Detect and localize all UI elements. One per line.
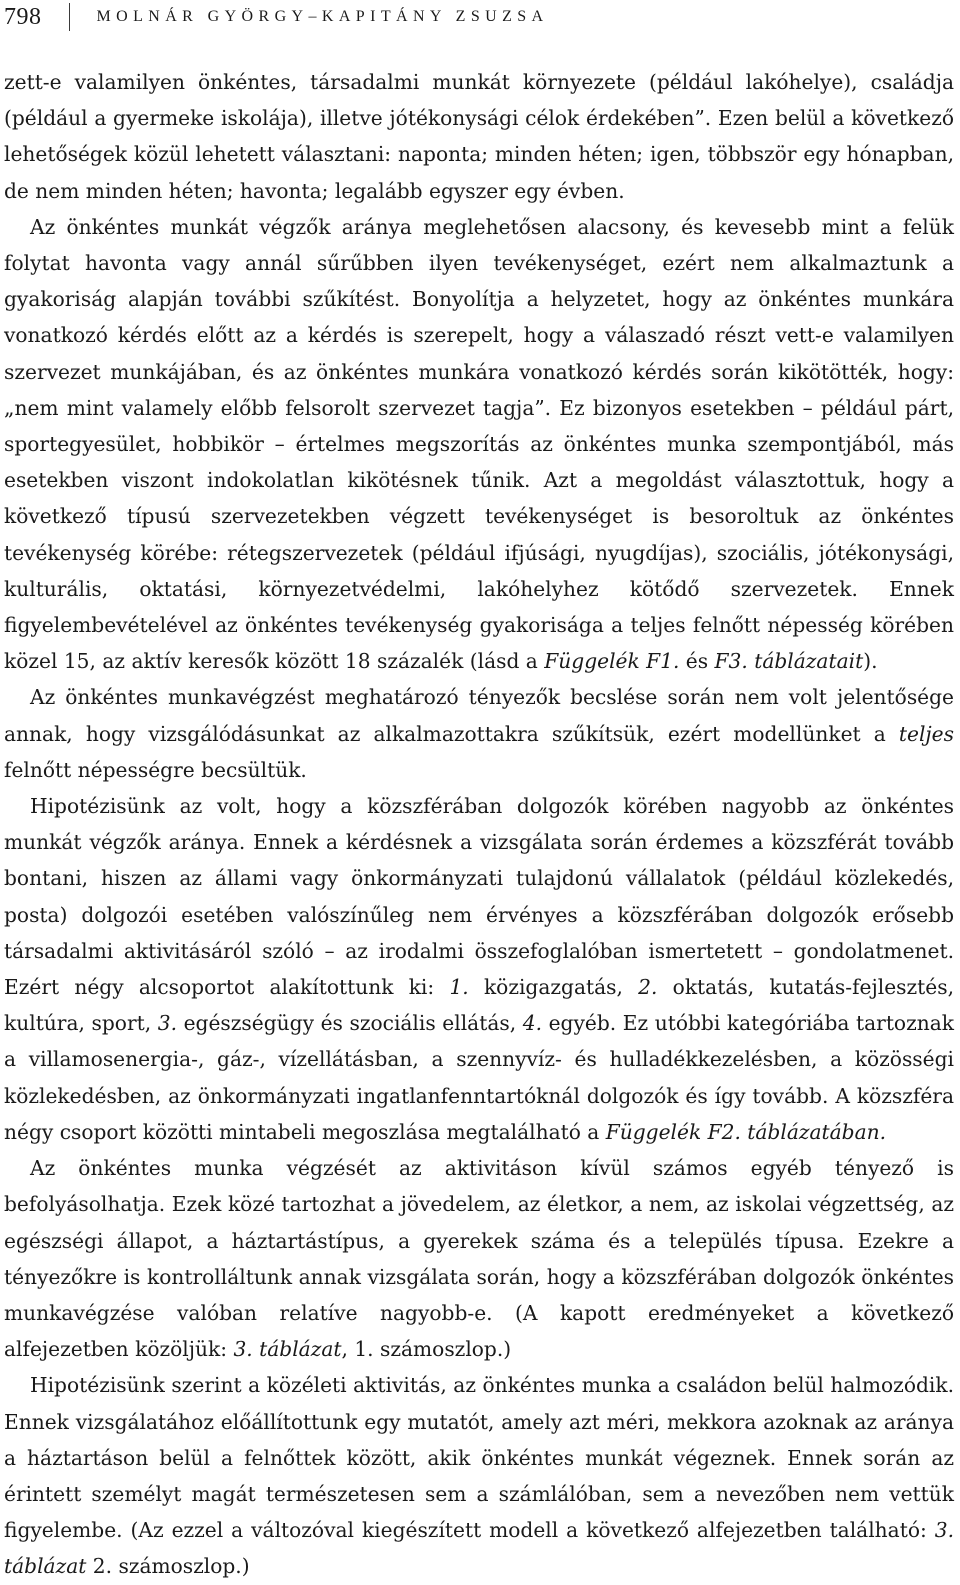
page-number: 798	[4, 3, 42, 30]
page-header	[4, 2, 549, 32]
text-run: és	[679, 649, 715, 674]
paragraph-volunteer-rate	[4, 209, 954, 680]
paragraph-family-hypothesis	[4, 1367, 954, 1584]
paragraph-control-factors	[4, 1150, 954, 1367]
text-run: , 1. számoszlop.)	[341, 1337, 512, 1362]
paragraph-public-sector-hypothesis	[4, 788, 954, 1150]
appendix-reference: Függelék F1.	[544, 649, 680, 674]
paragraph-continuation	[4, 64, 954, 209]
text-run: Az önkéntes munkát végzők aránya meglehetősen alacsony, és kevesebb mint a felük folytat havonta vagy annál sűrűbben ilyen tevékenységet, ezért nem alkalmaztunk a gyakoriság alapján további szűkítést. Bonyolítja a helyzetet, hogy az önkéntes munkára vonatkozó kérdés előtt az a kérdés is szerepelt, hogy a válaszadó részt vett-e valamilyen szervezet munkájában, és az önkéntes munkára vonatkozó kérdés során kikötötték, hogy: „nem mint valamely előbb felsorolt szervezet tagja”. Ez bizonyos esetekben – például párt, sportegyesület, hobbikör – értelmes megszorítás az önkéntes munka szempontjából, más esetekben viszont indokolatlan kikötésnek tűnik. Azt a megoldást választottuk, hogy a következő típusú szervezetekben végzett tevékenységet is besoroltuk az önkéntes tevékenység körébe: rétegszervezetek (például ifjúsági, nyugdíjas), szociális, jótékonysági, kulturális, oktatási, környezetvédelmi, lakóhelyhez kötődő szervezetek. Ennek figyelembevételével az önkéntes tevékenység gyakorisága a teljes felnőtt népesség körében közel 15, az aktív keresők között 18 százalék (lásd a	[4, 214, 954, 674]
text-run: oktatás, kutatás-fejlesztés, kultúra, sport,	[4, 975, 954, 1036]
emphasis: teljes	[898, 721, 954, 746]
appendix-reference: F3. táblázatait	[714, 649, 864, 674]
list-number: 1.	[449, 975, 469, 1000]
table-reference: 3. táblázat	[4, 1518, 954, 1579]
text-run: egyéb. Ez utóbbi kategóriába tartoznak a villamosenergia-, gáz-, vízellátásban, a szennyvíz- és hulladékkezelésben, a közösségi közlekedésben, az önkormányzati ingatlanfenntartóknál dolgozók és így tovább. A közszféra négy csoport közötti mintabeli megoszlása megtalálható a	[4, 1011, 954, 1144]
text-run: felnőtt népességre becsültük.	[4, 757, 307, 782]
list-number: 2.	[638, 975, 658, 1000]
body-text	[4, 64, 954, 1585]
text-run: közigazgatás,	[468, 975, 639, 1000]
text-run: ).	[863, 649, 878, 674]
table-reference: 3. táblázat	[233, 1337, 342, 1362]
appendix-reference: Függelék F2. táblázatában.	[605, 1119, 887, 1144]
list-number: 3.	[157, 1011, 177, 1036]
text-run: egészségügy és szociális ellátás,	[177, 1011, 523, 1036]
paragraph-estimation	[4, 679, 954, 788]
text-run: Az önkéntes munka végzését az aktivitáson kívül számos egyéb tényező is befolyásolhatja. Ezek közé tartozhat a jövedelem, az életkor, a nem, az iskolai végzettség, az egészségi állapot, a háztartástípus, a gyerekek száma és a település típusa. Ezekre a tényezőkre is kontrolláltunk annak vizsgálata során, hogy a közszférában dolgozók önkéntes munkavégzése valóban relatíve nagyobb-e. (A kapott eredményeket a következő alfejezetben közöljük:	[4, 1156, 954, 1362]
list-number: 4.	[522, 1011, 542, 1036]
text-run: zett-e valamilyen önkéntes, társadalmi munkát környezete (például lakóhelye), családja (például a gyermeke iskolája), illetve jótékonysági célok érdekében”. Ezen belül a következő lehetőségek közül lehetett választani: naponta; minden héten; igen, többször egy hónapban, de nem minden héten; havonta; legalább egyszer egy évben.	[4, 70, 954, 203]
text-run: 2. számoszlop.)	[86, 1554, 250, 1579]
text-run: Az önkéntes munkavégzést meghatározó tényezők becslése során nem volt jelentősége annak, hogy vizsgálódásunkat az alkalmazottakra szűkítsük, ezért modellünket a	[4, 685, 954, 746]
text-run: Hipotézisünk szerint a közéleti aktivitás, az önkéntes munka a családon belül halmozódik. Ennek vizsgálatához előállítottunk egy mutatót, amely azt méri, mekkora azoknak az aránya a háztartáson belül a felnőttek között, akik önkéntes munkát végeznek. Ennek során az érintett személyt magát természetesen sem a számlálóban, sem a nevezőben nem vettük figyelembe. (Az ezzel a változóval kiegészített modell a következő alfejezetben található:	[4, 1373, 954, 1543]
text-run: Hipotézisünk az volt, hogy a közszférában dolgozók körében nagyobb az önkéntes munkát végzők aránya. Ennek a kérdésnek a vizsgálata során érdemes a közszférát tovább bontani, hiszen az állami vagy önkormányzati tulajdonú vállalatok (például közlekedés, posta) dolgozói esetében valószínűleg nem érvényes a közszférában dolgozók erősebb társadalmi aktivitásáról szóló – az irodalmi összefoglalóban ismertetett – gondolatmenet. Ezért négy alcsoportot alakítottunk ki:	[4, 794, 954, 1000]
running-head-authors: MOLNÁR GYÖRGY–KAPITÁNY ZSUZSA	[96, 8, 549, 25]
header-divider	[69, 3, 70, 31]
